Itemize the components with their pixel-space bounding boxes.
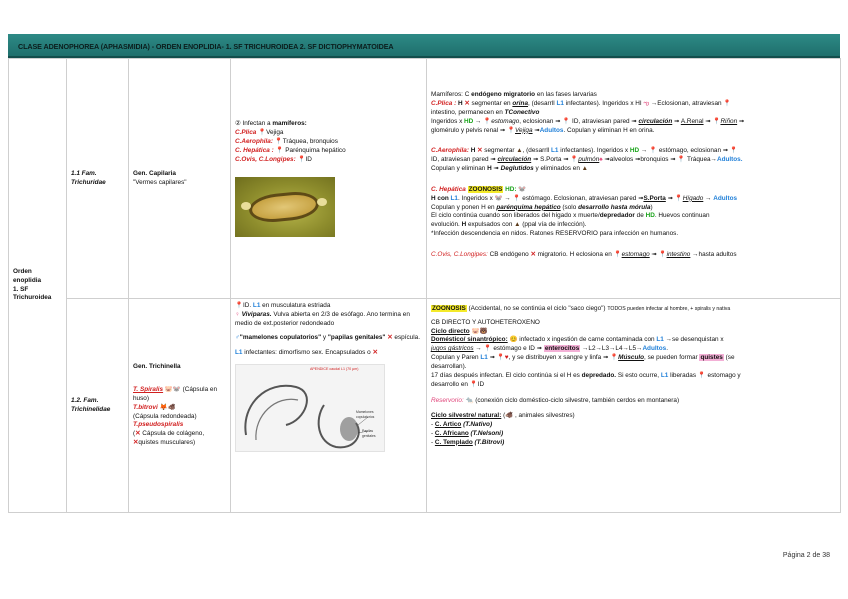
host-ovis: C.Ovis, C.Longipes: 📍ID <box>235 155 312 163</box>
cycle-type: CB DIRECTO Y AUTOHETEROXENO <box>431 318 540 326</box>
direct-cycle-title: Ciclo directo 🐷🐻 <box>431 327 488 335</box>
wild-cycle-item: - C. Artico (T.Nativo) <box>431 421 493 429</box>
species-pseudo-note: (✕ Cápsula de colágeno, <box>133 430 205 438</box>
egg-micrograph <box>235 177 335 237</box>
lifecycle-cell <box>427 299 841 513</box>
lifecycle-hepatica: C. Hepática ZOONOSIS HD: 🐭 H con L1. Ingeridos x 🐭 → 📍 estómago. Eclosionan, atraviesan pared ➟S.Porta ➟ 📍Hígado → Adultos Copulan y ponen H en parénquima hepático (solo desarrollo hasta mórula) El ciclo continúa cuando son liberados del hígado x muerte/depredador de HD. Huevos continuan evolución. H expulsados con ▲ (ppal vía de infección). *Infección descendencia en nidos. Ratones RESERVORIO para infección en humanos. <box>431 185 738 238</box>
pin-icon: 📍 <box>570 156 579 164</box>
zoonosis-line: ZOONOSIS (Accidental, no se continúa el ciclo "saco ciego") TODOS pueden infectar al hombre, + spiralis y nativa <box>432 305 731 312</box>
genus-common-name: "Vermes capilares" <box>133 178 187 186</box>
heart-icon: ♥ <box>504 354 509 362</box>
pig-icon: 🐷 <box>164 386 173 394</box>
predation-note: 17 días después infectan. El ciclo continúa si el H es depredado. Si esto ocurre, L1 liberadas 📍 estomago y <box>431 371 741 379</box>
species-spiralis: T. Spiralis 🐷🐭 (Cápsula en huso) <box>133 386 218 402</box>
pin-icon: 📍 <box>729 147 738 155</box>
feces-icon: ▲ <box>581 165 588 173</box>
boar-icon: 🐗 <box>167 403 176 411</box>
morph-line: ♀ Viviparas. Vulva abierta en 2/3 de esófago. Ano termina en medio de ext.posterior redondeado <box>235 310 410 327</box>
pin-icon: 📍 <box>297 155 306 163</box>
pin-icon: 📍 <box>469 380 478 388</box>
mouse-icon: 🐭 <box>494 194 503 202</box>
pin-icon: 📍 <box>258 129 267 137</box>
figure-label: Papilas genitales <box>362 429 376 438</box>
morphology-cell <box>231 299 427 513</box>
trichinella-diagram <box>235 364 385 452</box>
cross-icon: ✕ <box>530 250 536 258</box>
genus-cell <box>129 59 231 299</box>
species-britovi: T.bitrovi 🦊🐗 <box>133 403 176 411</box>
egg-shape <box>248 189 321 224</box>
worm-body-shape <box>245 386 307 435</box>
domestic-cycle: Copulan y Paren L1 ➟ 📍♥, y se distribuyen x sangre y linfa ➟ 📍Músculo, se pueden formar quistes (se <box>431 354 735 362</box>
pin-icon: 📍 <box>697 371 706 379</box>
pin-icon: 📍 <box>507 126 516 134</box>
lifecycle-cell <box>427 59 841 299</box>
male-icon: ♂ <box>235 334 240 342</box>
mountain-icon: ▲ <box>516 147 523 155</box>
table-row <box>9 299 841 513</box>
genus-name: Gen. Capilaria <box>133 169 176 177</box>
egg-polar-plug <box>317 198 327 206</box>
species-britovi-note: (Cápsula redondeada) <box>133 412 197 420</box>
morph-line: L1 infectantes: dimorfismo sex. Encapsulados o ✕ <box>235 349 378 357</box>
face-icon: 😊 <box>509 336 518 344</box>
female-icon: ♀ <box>235 310 240 318</box>
host-aerophila: C.Aerophila: 📍Tráquea, bronquios <box>235 138 338 146</box>
cross-icon: ✕ <box>372 349 378 357</box>
morph-line: 📍ID. L1 en musculatura estriada <box>235 302 331 309</box>
cross-icon: ✕ <box>464 100 470 108</box>
host-plica: C.Plica 📍Vejiga <box>235 129 284 137</box>
pin-icon: 📍 <box>562 117 571 125</box>
pin-icon: 📍 <box>610 354 619 362</box>
figure-label: Mamelones copulatorios <box>356 410 375 419</box>
pin-icon: 📍 <box>613 250 622 258</box>
boar-icon: 🐗 <box>505 412 514 420</box>
egg-polar-plug <box>241 202 251 210</box>
pin-icon: 📍 <box>677 156 686 164</box>
genus-name: Gen. Trichinella <box>133 363 181 371</box>
pin-icon: 📍 <box>723 100 732 108</box>
reservoir-line: Reservorio: 🐀 (conexión ciclo doméstico-ciclo silvestre, también cerdos en montanera) <box>431 397 680 405</box>
pin-icon: 📍 <box>496 354 505 362</box>
page-number: Página 2 de 38 <box>782 552 830 559</box>
genus-cell <box>129 299 231 513</box>
figure-caption: APENDICE caudal L1 (70 µm) <box>310 367 359 372</box>
worm-icon: ఌ <box>643 100 650 108</box>
table-row <box>9 59 841 299</box>
domestic-cycle: Doméstico/ sinantrópico: 😊 infectado x ingestión de carne contaminada con L1 →se desenquistan x <box>431 336 724 344</box>
pin-icon: 📍 <box>512 194 521 202</box>
rat-icon: 🐀 <box>465 397 474 405</box>
family-cell: 1.1 Fam. Trichuridae <box>67 59 129 299</box>
pin-icon: 📍 <box>712 117 721 125</box>
cross-icon: ✕ <box>387 334 393 342</box>
pin-icon: 📍 <box>649 147 658 155</box>
fox-icon: 🦊 <box>159 403 168 411</box>
order-cell <box>9 59 67 513</box>
lungs-icon: ♠ <box>599 156 603 164</box>
species-pseudospiralis: T.pseudospiralis <box>133 421 184 429</box>
worm-body-shape <box>256 399 298 440</box>
morph-line: ♂"mamelones copulatorios" y "papilas genitales" ✕ espícula. <box>235 334 420 342</box>
host-hepatica: C. Hepática : 📍 Parénquima hepático <box>235 146 346 154</box>
domestic-cycle: jugos gástricos → 📍 estómago e ID ➟ enterocitos →L2→L3→L4→L5→Adultos. <box>431 345 669 353</box>
pin-icon: 📍 <box>658 250 667 258</box>
pin-icon: 📍 <box>235 302 243 309</box>
hosts-intro: ② Infectan a mamíferos: <box>235 120 307 128</box>
cross-icon: ✕ <box>135 430 141 438</box>
pin-icon: 📍 <box>674 194 683 202</box>
pig-icon: 🐷 <box>471 327 480 335</box>
pin-icon: 📍 <box>483 117 492 125</box>
family-cell: 1.2. Fam. Trichinelidae <box>67 299 129 513</box>
pin-icon: 📍 <box>275 146 284 154</box>
trichinella-drawing <box>236 365 386 453</box>
lifecycle-ovis: C.Ovis, C.Longipes: CB endógeno ✕ migratorio. H eclosiona en 📍estomago ➟ 📍intestino →hasta adultos <box>431 250 737 258</box>
bear-icon: 🐻 <box>479 327 488 335</box>
domestic-cycle: desarrollan). <box>431 362 467 370</box>
species-pseudo-note: ✕quistes musculares) <box>133 438 196 446</box>
section-header <box>8 34 840 58</box>
pin-icon: 📍 <box>483 345 492 353</box>
tail-photo <box>340 417 358 441</box>
pin-icon: 📍 <box>274 138 283 146</box>
feces-icon: ▲ <box>514 221 521 229</box>
hosts-cell <box>231 59 427 299</box>
wild-cycle-title: Ciclo silvestre/ natural: (🐗 , animales silvestres) <box>431 412 575 420</box>
classification-table <box>8 58 841 513</box>
wild-cycle-item: - C. Templado (T.Bitrovi) <box>431 438 505 446</box>
mouse-icon: 🐭 <box>172 386 181 394</box>
predation-note: desarrollo en 📍ID <box>431 380 485 388</box>
cross-icon: ✕ <box>133 438 139 446</box>
order-label: Orden enoplidia 1. SF Trichuroidea <box>13 267 52 302</box>
wild-cycle-item: - C. Africano (T.Nelsoni) <box>431 429 504 437</box>
lifecycle-plica: Mamíferos: C endógeno migratorio en las fases larvarias C.Plica : H ✕ segmentar en orina, (desarrll L1 infectantes). Ingeridos x HI ఌ →Eclosionan, atraviesan 📍 intestino, permanecen en TConectivo Ingeridos x HD → 📍estomago, eclosionan ➟ 📍 ID, atraviesan pared ➟ circulación ➟ A.Renal ➟ 📍Riñon ➟ glomérulo y pelvis renal ➟ 📍Vejiga ➟Adultos. Copulan y eliminan H en orina. <box>431 91 745 134</box>
mouse-icon: 🐭 <box>518 185 527 193</box>
cross-icon: ✕ <box>477 147 483 155</box>
lifecycle-aerophila: C.Aerophila: H ✕ segmentar ▲, (desarrll L1 infectantes). Ingeridos x HD → 📍 estómago, eclosionan ➟ 📍 ID, atraviesan pared ➟ circulación ➟ S.Porta ➟ 📍pulmón♠ ➟alveolos ➟bronquios ➟ 📍 Tráquea→Adultos. Copulan y eliminan H ➟ Deglutidos y eliminados en ▲ <box>431 147 743 173</box>
section-header-title: CLASE ADENOPHOREA (APHASMIDIA) - ORDEN ENOPLIDIA- 1. SF TRICHUROIDEA 2. SF DICTIOPHYMATOIDEA <box>18 42 394 51</box>
